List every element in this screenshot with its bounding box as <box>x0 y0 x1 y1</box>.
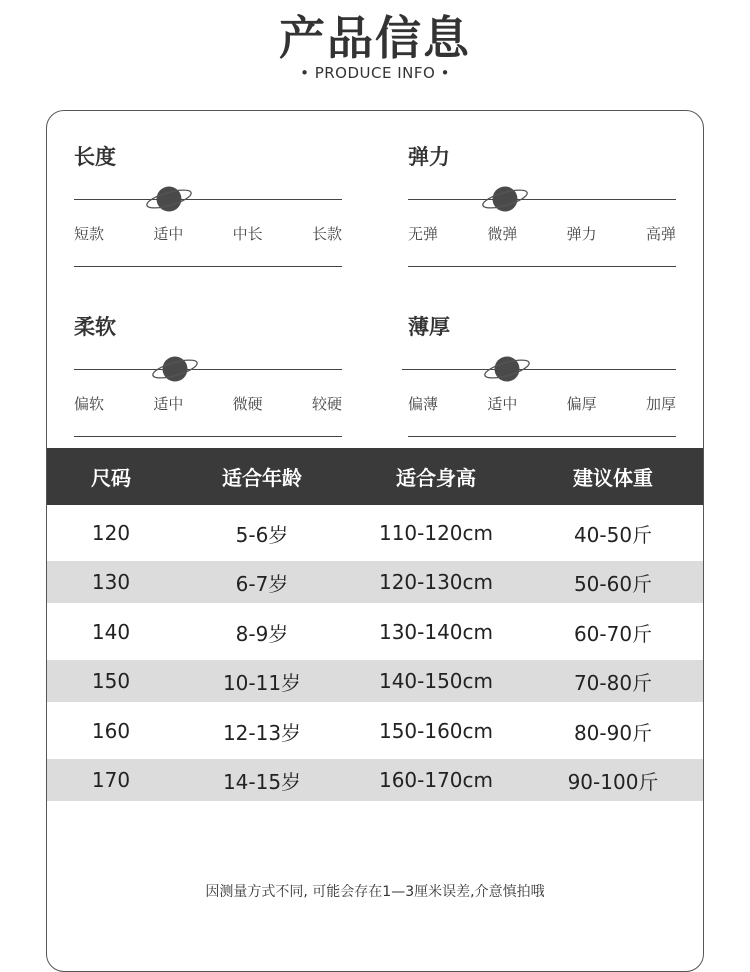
scale-label: 弹力 <box>566 225 597 243</box>
scale-labels <box>74 393 342 414</box>
page-subtitle: • PRODUCE INFO • <box>300 64 450 82</box>
scale-labels <box>408 223 676 244</box>
scale-label: 适中 <box>153 225 184 243</box>
cell-height: 160-170cm <box>378 768 494 792</box>
scale-label: 高弹 <box>645 225 676 243</box>
attribute-name: 薄厚 <box>408 315 450 339</box>
planet-marker-icon <box>480 183 530 215</box>
scale-label: 微硬 <box>232 395 263 413</box>
table-row <box>47 759 703 801</box>
cell-height: 150-160cm <box>378 719 494 743</box>
scale-label: 偏软 <box>74 395 105 413</box>
scale-label: 长款 <box>311 225 342 243</box>
table-row <box>47 660 703 702</box>
scale-label: 适中 <box>153 395 184 413</box>
divider <box>74 266 342 267</box>
attribute-softness <box>74 281 342 431</box>
cell-height: 110-120cm <box>378 521 494 545</box>
scale-label: 偏薄 <box>408 395 439 413</box>
planet-marker-icon <box>150 353 200 385</box>
cell-age: 12-13岁 <box>222 720 302 745</box>
cell-age: 8-9岁 <box>235 621 289 646</box>
divider <box>74 436 342 437</box>
planet-marker-icon <box>482 353 532 385</box>
divider <box>408 436 676 437</box>
cell-age: 6-7岁 <box>235 571 289 596</box>
scale-line <box>408 199 676 200</box>
page-title: 产品信息 <box>279 11 471 65</box>
scale-labels <box>74 223 342 244</box>
scale-label: 适中 <box>487 395 518 413</box>
cell-size: 140 <box>91 620 131 644</box>
cell-size: 170 <box>91 768 131 792</box>
cell-height: 120-130cm <box>378 570 494 594</box>
cell-size: 150 <box>91 669 131 693</box>
cell-weight: 90-100斤 <box>567 769 659 794</box>
cell-weight: 70-80斤 <box>573 670 653 695</box>
cell-weight: 60-70斤 <box>573 621 653 646</box>
cell-size: 160 <box>91 719 131 743</box>
cell-height: 130-140cm <box>378 620 494 644</box>
attribute-name: 弹力 <box>408 145 450 169</box>
planet-marker-icon <box>144 183 194 215</box>
scale-label: 无弹 <box>408 225 439 243</box>
attribute-thickness <box>402 281 676 431</box>
cell-size: 120 <box>91 521 131 545</box>
column-header: 尺码 <box>91 466 131 490</box>
column-header: 适合身高 <box>396 466 476 490</box>
table-row <box>47 512 703 554</box>
column-header: 适合年龄 <box>222 466 302 490</box>
cell-weight: 40-50斤 <box>573 522 653 547</box>
cell-height: 140-150cm <box>378 669 494 693</box>
attribute-name: 长度 <box>74 145 116 169</box>
cell-weight: 50-60斤 <box>573 571 653 596</box>
table-row <box>47 611 703 653</box>
scale-line <box>402 369 676 370</box>
column-header: 建议体重 <box>573 466 653 490</box>
scale-label: 加厚 <box>645 395 676 413</box>
attribute-name: 柔软 <box>74 315 116 339</box>
scale-label: 微弹 <box>487 225 518 243</box>
cell-weight: 80-90斤 <box>573 720 653 745</box>
size-table-header <box>47 448 703 505</box>
measurement-note: 因测量方式不同, 可能会存在1—3厘米误差,介意慎拍哦 <box>205 884 545 900</box>
scale-line <box>74 199 342 200</box>
table-row <box>47 710 703 752</box>
cell-age: 5-6岁 <box>235 522 289 547</box>
attribute-elasticity <box>408 111 676 261</box>
table-row <box>47 561 703 603</box>
scale-label: 偏厚 <box>566 395 597 413</box>
attribute-length <box>74 111 342 261</box>
product-info-card <box>46 110 704 972</box>
scale-labels <box>408 393 676 414</box>
cell-size: 130 <box>91 570 131 594</box>
divider <box>408 266 676 267</box>
scale-line <box>74 369 342 370</box>
cell-age: 10-11岁 <box>222 670 302 695</box>
scale-label: 中长 <box>232 225 263 243</box>
scale-label: 较硬 <box>311 395 342 413</box>
cell-age: 14-15岁 <box>222 769 302 794</box>
scale-label: 短款 <box>74 225 105 243</box>
